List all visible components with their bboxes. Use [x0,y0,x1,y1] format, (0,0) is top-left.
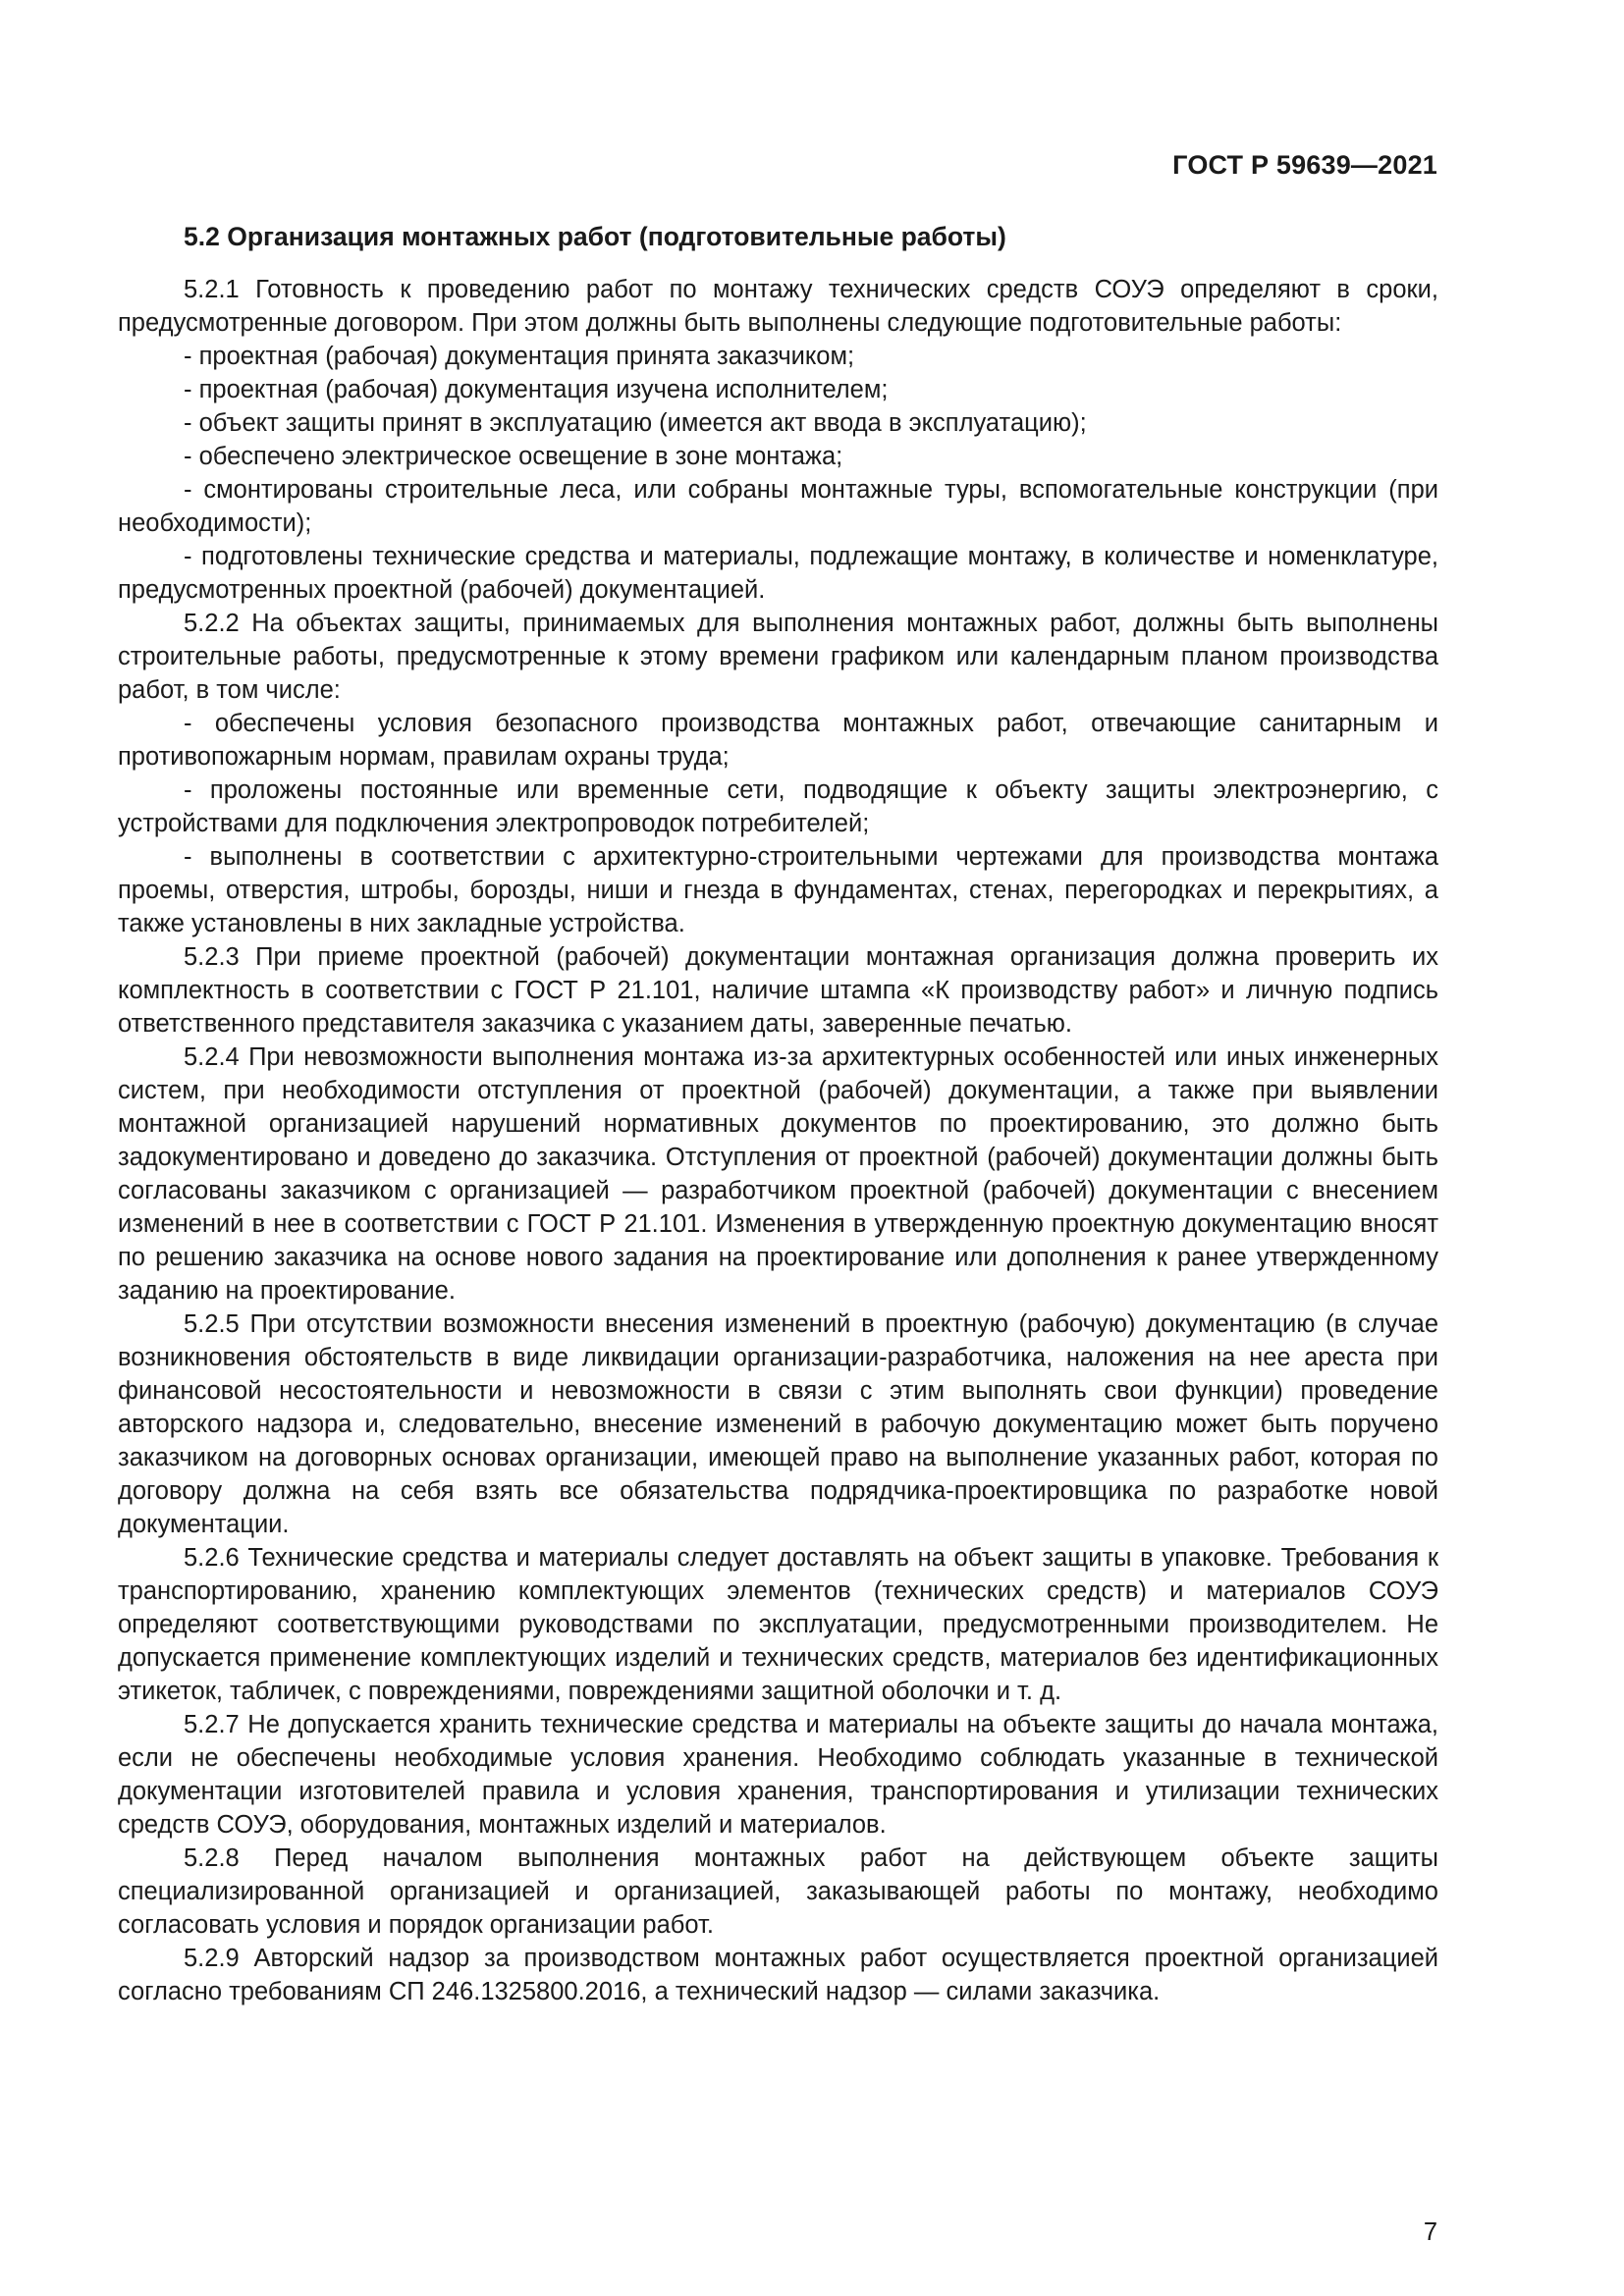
paragraph-5-2-4: 5.2.4 При невозможности выполнения монтажа из-за архитектурных особенностей или иных инженерных систем, при необходимости отступления от проектной (рабочей) документации, а также при выявлении монтажной организацией нарушений нормативных документов по проектированию, это должно быть задокументировано и доведено до заказчика. Отступления от проектной (рабочей) документации должны быть согласованы заказчиком с организацией — разработчиком проектной (рабочей) документации с внесением изменений в нее в соответствии с ГОСТ Р 21.101. Изменения в утвержденную проектную документацию вносят по решению заказчика на основе нового задания на проектирование или дополнения к ранее утвержденному заданию на проектирование. [118,1043,1438,1305]
paragraph-5-2-8: 5.2.8 Перед началом выполнения монтажных работ на действующем объекте защиты специализированной организацией и организацией, заказывающей работы по монтажу, необходимо согласовать условия и порядок организации работ. [118,1844,1438,1939]
paragraph-5-2-6: 5.2.6 Технические средства и материалы следует доставлять на объект защиты в упаковке. Требования к транспортированию, хранению комплектующих элементов (технических средств) и материалов СОУЭ определяют соответствующими руководствами по эксплуатации, предусмотренными производителем. Не допускается применение комплектующих изделий и технических средств, материалов без идентификационных этикеток, табличек, с повреждениями, повреждениями защитной оболочки и т. д. [118,1544,1438,1705]
paragraph-5-2-9: 5.2.9 Авторский надзор за производством монтажных работ осуществляется проектной организацией согласно требованиям СП 246.1325800.2016, а технический надзор — силами заказчика. [118,1945,1438,2005]
list-item: - подготовлены технические средства и материалы, подлежащие монтажу, в количестве и номенклатуре, предусмотренных проектной (рабочей) документацией. [118,543,1438,604]
list-item: - обеспечено электрическое освещение в зоне монтажа; [184,443,843,470]
list-item: - обеспечены условия безопасного производства монтажных работ, отвечающие санитарным и противопожарным нормам, правилам охраны труда; [118,710,1438,771]
page-number: 7 [1423,2218,1437,2246]
list-item: - объект защиты принят в эксплуатацию (имеется акт ввода в эксплуатацию); [184,409,1087,437]
section-title: 5.2 Организация монтажных работ (подготовительные работы) [184,222,1006,251]
paragraph-5-2-3: 5.2.3 При приеме проектной (рабочей) документации монтажная организация должна проверить их комплектность в соответствии с ГОСТ Р 21.101, наличие штампа «К производству работ» и личную подпись ответственного представителя заказчика с указанием даты, заверенные печатью. [118,943,1438,1038]
list-item: - проложены постоянные или временные сети, подводящие к объекту защиты электроэнергию, с устройствами для подключения электропроводок потребителей; [118,776,1438,837]
paragraph-5-2-7: 5.2.7 Не допускается хранить технические средства и материалы на объекте защиты до начала монтажа, если не обеспечены необходимые условия хранения. Необходимо соблюдать указанные в технической документации изготовителей правила и условия хранения, транспортирования и утилизации технических средств СОУЭ, оборудования, монтажных изделий и материалов. [118,1711,1438,1839]
paragraph-5-2-2: 5.2.2 На объектах защиты, принимаемых для выполнения монтажных работ, должны быть выполнены строительные работы, предусмотренные к этому времени графиком или календарным планом производства работ, в том числе: [118,610,1438,704]
paragraph-5-2-5: 5.2.5 При отсутствии возможности внесения изменений в проектную (рабочую) документацию (в случае возникновения обстоятельств в виде ликвидации организации-разработчика, наложения на нее ареста при финансовой несостоятельности и невозможности в связи с этим выполнять свои функции) проведение авторского надзора и, следовательно, внесение изменений в рабочую документацию может быть поручено заказчиком на договорных основах организации, имеющей право на выполнение указанных работ, которая по договору должна на себя взять все обязательства подрядчика-проектировщика по разработке новой документации. [118,1310,1438,1538]
list-item: - проектная (рабочая) документация изучена исполнителем; [184,376,889,403]
document-body [118,220,1438,2008]
list-item: - выполнены в соответствии с архитектурно-строительными чертежами для производства монтажа проемы, отверстия, штробы, борозды, ниши и гнезда в фундаментах, стенах, перегородках и перекрытиях, а также установлены в них закладные устройства. [118,843,1438,937]
paragraph-5-2-1: 5.2.1 Готовность к проведению работ по монтажу технических средств СОУЭ определяют в сроки, предусмотренные договором. При этом должны быть выполнены следующие подготовительные работы: [118,276,1438,337]
list-item: - смонтированы строительные леса, или собраны монтажные туры, вспомогательные конструкции (при необходимости); [118,476,1438,537]
document-id-header: ГОСТ Р 59639—2021 [1172,150,1437,180]
list-item: - проектная (рабочая) документация принята заказчиком; [184,343,855,370]
